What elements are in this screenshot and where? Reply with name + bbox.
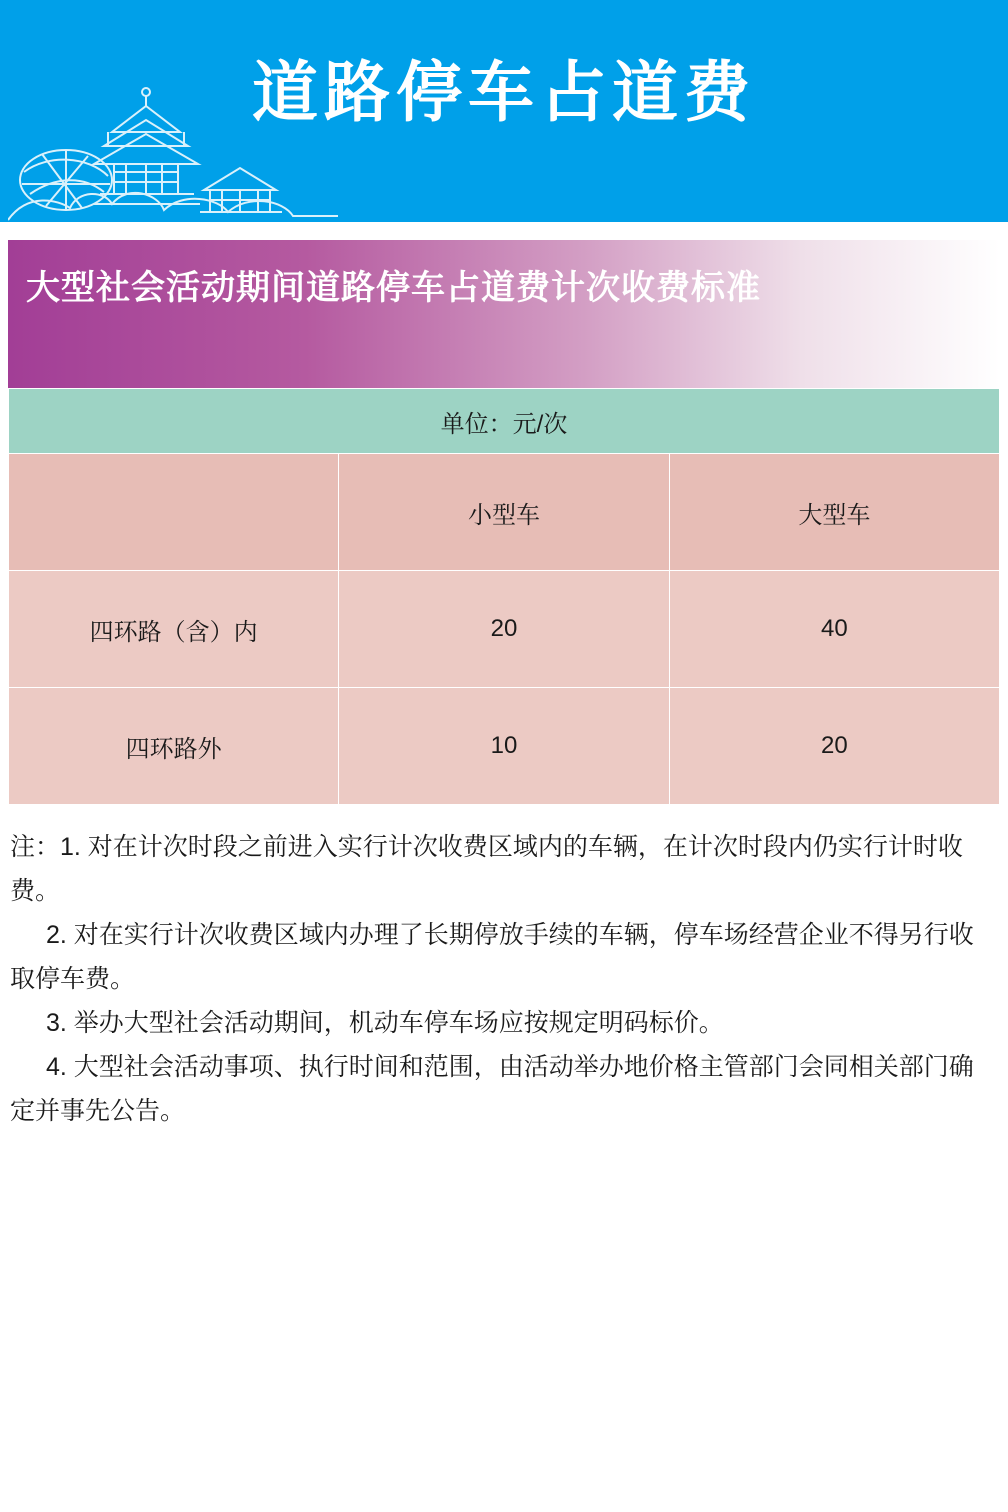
table-header-row [9,454,1000,571]
notes-block [10,825,998,1133]
row-label-inside-4th-ring: 四环路（含）内 [9,571,339,688]
note-item-2: 2. 对在实行计次收费区域内办理了长期停放手续的车辆，停车场经营企业不得另行收取停车费。 [10,921,974,993]
rate-table [8,388,1000,805]
note-item-1 [10,825,998,913]
page-banner [0,0,1008,222]
cell-outside-large: 20 [669,688,999,805]
row-label-outside-4th-ring: 四环路外 [9,688,339,805]
column-header-small-vehicle: 小型车 [339,454,669,571]
section-heading-text: 大型社会活动期间道路停车占道费计次收费标准 [26,269,761,307]
section-header [8,240,1000,388]
table-row [9,571,1000,688]
column-header-blank [9,454,339,571]
column-header-large-vehicle: 大型车 [669,454,999,571]
cell-inside-large: 40 [669,571,999,688]
note-item-3: 3. 举办大型社会活动期间，机动车停车场应按规定明码标价。 [46,1009,724,1037]
cell-inside-small: 20 [339,571,669,688]
note-text-1: 1. 对在计次时段之前进入实行计次收费区域内的车辆，在计次时段内仍实行计时收费。 [10,833,963,905]
note-item-4: 4. 大型社会活动事项、执行时间和范围，由活动举办地价格主管部门会同相关部门确定并事先公告。 [10,1053,974,1125]
notes-prefix: 注： [10,833,61,861]
cell-outside-small: 10 [339,688,669,805]
page-title: 道路停车占道费 [252,55,756,129]
table-unit-row [9,389,1000,454]
unit-label: 单位：元/次 [9,389,1000,454]
table-row [9,688,1000,805]
